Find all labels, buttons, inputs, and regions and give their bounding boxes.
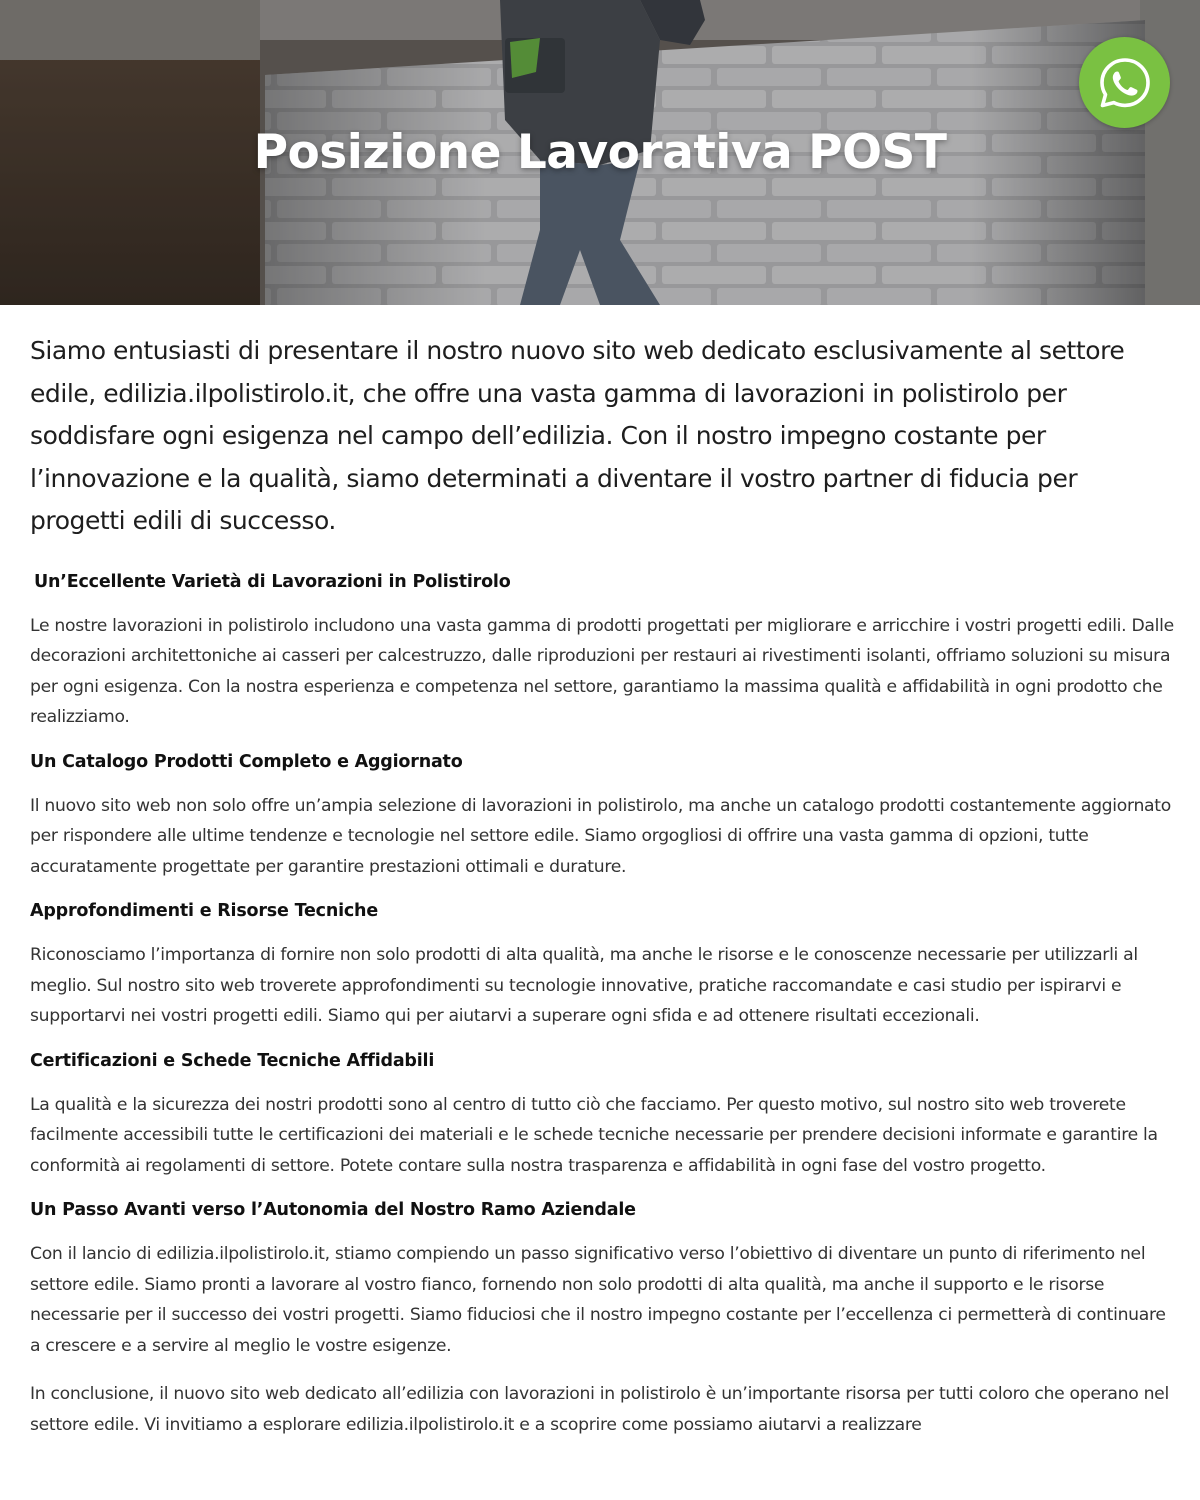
intro-paragraph: Siamo entusiasti di presentare il nostro nuovo sito web dedicato esclusivamente al settore edile, edilizia.ilpolistirolo.it, che offre una vasta gamma di lavorazioni in polistirolo per soddisfare ogni esigenza nel campo dell’edilizia. Con il nostro impegno costante per l’innovazione e la qualità, siamo determinati a diventare il vostro partner di fiducia per progetti edili di successo.: [30, 336, 1125, 535]
page-title: Posizione Lavorativa POST: [253, 125, 947, 180]
section-heading: Un Catalogo Prodotti Completo e Aggiornato: [30, 751, 463, 772]
conclusion-paragraph: In conclusione, il nuovo sito web dedicato all’edilizia con lavorazioni in polistirolo è un’importante risorsa per tutti coloro che operano nel settore edile. Vi invitiamo a esplorare edilizia.ilpolistirolo.it e a scoprire come possiamo aiutarvi a realizzare: [30, 1384, 1169, 1435]
section-heading: Certificazioni e Schede Tecniche Affidabili: [30, 1050, 435, 1071]
section-certificazioni: [30, 1050, 1175, 1182]
section-catalogo: [30, 751, 1175, 883]
section-heading: Un’Eccellente Varietà di Lavorazioni in Polistirolo: [34, 571, 511, 592]
section-paragraph: Le nostre lavorazioni in polistirolo includono una vasta gamma di prodotti progettati per migliorare e arricchire i vostri progetti edili. Dalle decorazioni architettoniche ai casseri per calcestruzzo, dalle riproduzioni per restauri ai rivestimenti isolanti, offriamo soluzioni su misura per ogni esigenza. Con la nostra esperienza e competenza nel settore, garantiamo la massima qualità e affidabilità in ogni prodotto che realizziamo.: [30, 615, 1174, 727]
hero-banner: [0, 0, 1200, 305]
section-paragraph: Il nuovo sito web non solo offre un’ampia selezione di lavorazioni in polistirolo, ma anche un catalogo prodotti costantemente aggiornato per rispondere alle ultime tendenze e tecnologie nel settore edile. Siamo orgogliosi di offrire una vasta gamma di opzioni, tutte accuratamente progettate per garantire prestazioni ottimali e durature.: [30, 795, 1171, 877]
section-paragraph: Riconosciamo l’importanza di fornire non solo prodotti di alta qualità, ma anche le risorse e le conoscenze necessarie per utilizzarli al meglio. Sul nostro sito web troverete approfondimenti su tecnologie innovative, pratiche raccomandate e casi studio per ispirarvi e supportarvi nei vostri progetti edili. Siamo qui per aiutarvi a superare ogni sfida e ad ottenere risultati eccezionali.: [30, 945, 1138, 1026]
article-content: [30, 330, 1175, 1456]
whatsapp-icon: [1096, 54, 1154, 112]
whatsapp-button[interactable]: [1079, 37, 1170, 128]
section-paragraph: La qualità e la sicurezza dei nostri prodotti sono al centro di tutto ciò che facciamo. Per questo motivo, sul nostro sito web troverete facilmente accessibili tutte le certificazioni dei materiali e le schede tecniche necessarie per prendere decisioni informate e garantire la conformità ai regolamenti di settore. Potete contare sulla nostra trasparenza e affidabilità in ogni fase del vostro progetto.: [30, 1094, 1158, 1176]
section-paragraph: Con il lancio di edilizia.ilpolistirolo.it, stiamo compiendo un passo significativo verso l’obiettivo di diventare un punto di riferimento nel settore edile. Siamo pronti a lavorare al vostro fianco, fornendo non solo prodotti di alta qualità, ma anche il supporto e le risorse necessarie per il successo dei vostri progetti. Siamo fiduciosi che il nostro impegno costante per l’eccellenza ci permetterà di continuare a crescere e a servire al meglio le vostre esigenze.: [30, 1244, 1166, 1356]
section-lavorazioni: [30, 571, 1175, 733]
section-heading: Approfondimenti e Risorse Tecniche: [30, 901, 378, 921]
section-risorse-tecniche: [30, 900, 1175, 1032]
section-heading: Un Passo Avanti verso l’Autonomia del Nostro Ramo Aziendale: [30, 1200, 636, 1220]
section-autonomia: [30, 1199, 1175, 1361]
